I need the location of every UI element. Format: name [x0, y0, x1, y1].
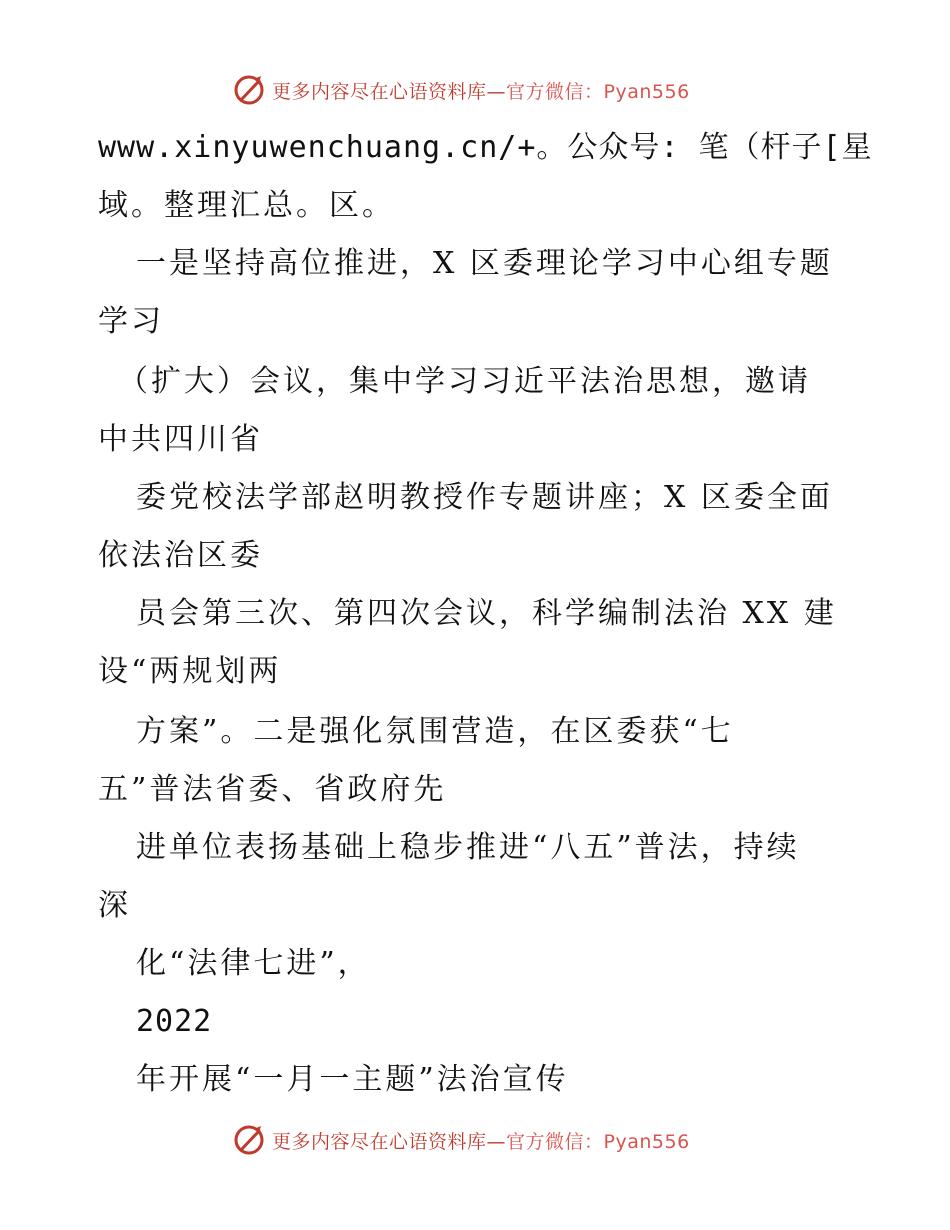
banner-main-text: 更多内容尽在心语资料库 — [272, 80, 487, 103]
text-line-8: 依法治区委 — [98, 538, 263, 573]
text-line-2: 域。整理汇总。区。 — [98, 188, 395, 223]
text-line-16: 2022 — [136, 1004, 213, 1039]
text-line-9: 员会第三次、第四次会议，科学编制法治 XX 建 — [136, 596, 837, 631]
banner-wechat-text: 官方微信：Pyan556 — [506, 1130, 690, 1153]
text-line-11: 方案”。二是强化氛围营造，在区委获“七 — [136, 714, 734, 749]
text-line-5: （扩大）会议，集中学习习近平法治思想，邀请 — [118, 364, 811, 399]
footer-banner — [232, 1120, 712, 1160]
pen-circle-logo-icon — [232, 73, 266, 107]
text-line-13: 进单位表扬基础上稳步推进“八五”普法，持续 — [136, 830, 800, 865]
banner-separator: — — [486, 1130, 507, 1153]
text-line-6: 中共四川省 — [98, 422, 263, 457]
banner-wechat-text: 官方微信：Pyan556 — [506, 80, 690, 103]
header-banner — [232, 70, 712, 110]
banner-main-text: 更多内容尽在心语资料库 — [272, 1130, 487, 1153]
text-line-17: 年开展“一月一主题”法治宣传 — [136, 1062, 569, 1097]
text-line-4: 学习 — [98, 304, 164, 339]
text-line-3: 一是坚持高位推进，X 区委理论学习中心组专题 — [136, 246, 833, 281]
text-line-7: 委党校法学部赵明教授作专题讲座；X 区委全面 — [136, 480, 833, 515]
text-line-12: 五”普法省委、省政府先 — [98, 772, 447, 807]
text-line-1: www.xinyuwenchuang.cn/+。公众号: 笔（杆子[星 — [98, 130, 873, 165]
banner-text — [272, 77, 690, 104]
pen-circle-logo-icon — [232, 1123, 266, 1157]
text-line-10: 设“两规划两 — [98, 654, 282, 689]
banner-separator: — — [486, 80, 507, 103]
text-line-14: 深 — [98, 888, 131, 923]
text-line-15: 化“法律七进”， — [136, 946, 371, 981]
banner-text — [272, 1127, 690, 1154]
